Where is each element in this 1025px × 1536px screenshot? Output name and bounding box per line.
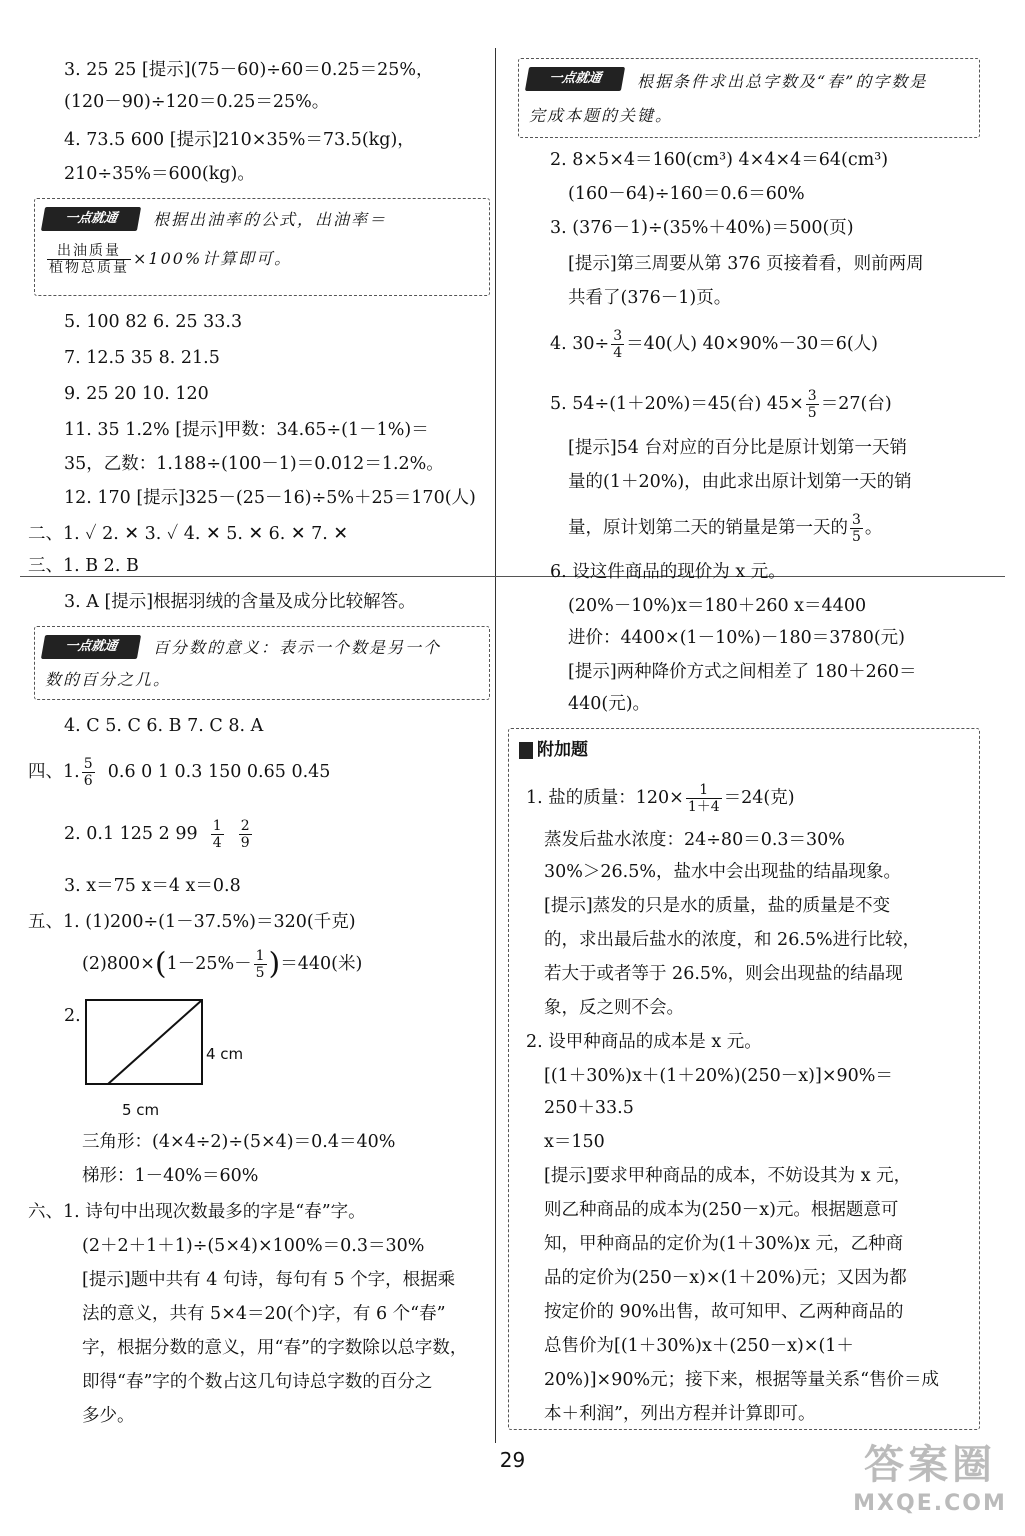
right-answer-2: 2. 8×5×4＝160(cm³) 4×4×4＝64(cm³): [550, 150, 889, 170]
bonus-icon: [519, 742, 533, 759]
bonus-answer-1: 1. 盐的质量：120× $\frac{1}{1+4}$ ＝24(克): [526, 782, 795, 815]
answer-11: 11. 35 1.2% [提示]甲数：34.65÷(1－1%)＝: [64, 420, 429, 440]
column-divider: [495, 48, 496, 1443]
bonus-answer-2-hint-3: 知，甲种商品的定价为(1＋30%)x 元，乙种商: [544, 1234, 904, 1254]
answer-3: 3. 25 25 [提示](75－60)÷60＝0.25＝25%，: [64, 60, 434, 80]
right-answer-5-hint-3: 量，原计划第二天的销量是第一天的 $\frac{3}{5}$ 。: [568, 512, 883, 545]
bonus-answer-1-conc: 蒸发后盐水浓度：24÷80＝0.3＝30%: [544, 830, 845, 850]
section-6-hint-3: 字，根据分数的意义，用“春”的字数除以总字数，: [82, 1338, 468, 1358]
bonus-answer-2-hint-7: 20%)]×90%元；接下来，根据等量关系“售价＝成: [544, 1370, 940, 1390]
tip-text-cont: 完成本题的关键。: [529, 106, 674, 125]
right-answer-4: 4. 30÷ $\frac{3}{4}$ ＝40(人) 40×90%－30＝6(人): [550, 328, 878, 361]
bonus-answer-1-hint: [提示]蒸发的只是水的质量，盐的质量是不变: [544, 896, 891, 916]
right-answer-5: 5. 54÷(1＋20%)＝45(台) 45× $\frac{3}{5}$ ＝27(台): [550, 388, 892, 421]
bonus-title: 附加题: [519, 735, 588, 760]
right-answer-6-cost: 进价：4400×(1－10%)－180＝3780(元): [568, 628, 905, 648]
section-6-hint-4: 即得“春”字的个数占这几句诗总字数的百分之: [82, 1372, 433, 1392]
section-6-hint: [提示]题中共有 4 句诗，每句有 5 个字，根据乘: [82, 1270, 456, 1290]
bonus-answer-2-result: x＝150: [544, 1132, 605, 1152]
section-2-answers: 二、1. ✓ 2. ✕ 3. ✓ 4. ✕ 5. ✕ 6. ✕ 7. ✕: [28, 524, 349, 544]
bonus-answer-2-eq-cont: 250＋33.5: [544, 1098, 634, 1118]
answer-7-8: 7. 12.5 35 8. 21.5: [64, 348, 220, 368]
section-3-answers: 三、1. B 2. B: [28, 556, 139, 576]
right-answer-6-hint: [提示]两种降价方式之间相差了 180＋260＝: [568, 662, 917, 682]
section-6-calc: (2＋2＋1＋1)÷(5×4)×100%＝0.3＝30%: [82, 1236, 425, 1256]
tip-text: 百分数的意义：表示一个数是另一个: [153, 638, 442, 657]
diagonal-line: [108, 1000, 202, 1084]
bonus-answer-2-eq: [(1＋30%)x＋(1＋20%)(250－x)]×90%＝: [544, 1066, 893, 1086]
bonus-answer-2-hint-8: 本＋利润”，列出方程并计算即可。: [544, 1404, 816, 1424]
bonus-answer-2-hint-6: 总售价为[(1＋30%)x＋(250－x)×(1＋: [544, 1336, 854, 1356]
answer-9-10: 9. 25 20 10. 120: [64, 384, 209, 404]
section-6-answer-1: 六、1. 诗句中出现次数最多的字是“春”字。: [28, 1202, 366, 1222]
tip-box-2: [34, 626, 490, 700]
watermark-logo: [842, 1440, 1018, 1532]
section-6-hint-2: 法的意义，共有 5×4＝20(个)字，有 6 个“春”: [82, 1304, 446, 1324]
right-answer-6-hint-cont: 440(元)。: [568, 694, 651, 714]
right-answer-6: 6. 设这件商品的现价为 x 元。: [550, 562, 786, 582]
bonus-answer-1-hint-3: 若大于或者等于 26.5%，则会出现盐的结晶现: [544, 964, 903, 984]
tip-box-1: [34, 198, 490, 296]
bonus-answer-2-hint-2: 则乙种商品的成本为(250－x)元。根据题意可: [544, 1200, 899, 1220]
watermark-top: 答案圈: [864, 1442, 996, 1488]
right-answer-3-hint-cont: 共看了(376－1)页。: [568, 288, 732, 308]
section-4-answer-2: 2. 0.1 125 2 99 $\frac{1}{4}$ $\frac{2}{9}$: [64, 818, 250, 851]
tip-text: 根据条件求出总字数及“春”的字数是: [637, 72, 928, 91]
triangle-answer: 三角形：(4×4÷2)÷(5×4)＝0.4＝40%: [82, 1132, 396, 1152]
section-4-answer-3: 3. x＝75 x＝4 x＝0.8: [64, 876, 241, 896]
watermark-bottom: MXQE.COM: [853, 1491, 1007, 1516]
tip-badge: 一点就通: [41, 207, 141, 231]
tip-text-cont: 数的百分之几。: [45, 670, 172, 689]
answer-12: 12. 170 [提示]325－(25－16)÷5%＋25＝170(人): [64, 488, 476, 508]
answer-4: 4. 73.5 600 [提示]210×35%＝73.5(kg)，: [64, 130, 415, 150]
tip-badge: 一点就通: [41, 635, 141, 659]
trapezoid-answer: 梯形：1－40%＝60%: [82, 1166, 259, 1186]
tip-badge: 一点就通: [525, 67, 625, 91]
right-answer-3: 3. (376－1)÷(35%＋40%)＝500(页): [550, 218, 854, 238]
page-number: 29: [499, 1448, 526, 1472]
tip-box-3: [518, 58, 980, 138]
section-5-answer-1: 五、1. (1)200÷(1－37.5%)＝320(千克): [28, 912, 356, 932]
right-answer-2-cont: (160－64)÷160＝0.6＝60%: [568, 184, 805, 204]
answer-5-6: 5. 100 82 6. 25 33.3: [64, 312, 243, 332]
bonus-answer-1-hint-4: 象，反之则不会。: [544, 998, 684, 1018]
fraction: $\frac{\text{出油质量}}{\text{植物总质量}}$: [49, 243, 129, 276]
rectangle: [86, 1000, 202, 1084]
right-answer-6-eq: (20%－10%)x＝180＋260 x＝4400: [568, 596, 867, 616]
answer-3-cont: (120－90)÷120＝0.25＝25%。: [64, 92, 330, 112]
right-answer-3-hint: [提示]第三周要从第 376 页接着看，则前两周: [568, 254, 924, 274]
bonus-answer-1-hint-2: 的，求出最后盐水的浓度，和 26.5%进行比较，: [544, 930, 921, 950]
bonus-answer-1-compare: 30%＞26.5%，盐水中会出现盐的结晶现象。: [544, 862, 901, 882]
tip-formula: $\frac{\text{出油质量}}{\text{植物总质量}}$ ×100%计算即可。: [49, 243, 293, 276]
section-5-answer-1-2: (2)800×(1－25%－ $\frac{1}{5}$ )＝440(米): [82, 946, 363, 982]
height-label: 4 cm: [206, 1045, 244, 1063]
section-6-hint-5: 多少。: [82, 1406, 135, 1426]
bonus-answer-2-hint: [提示]要求甲种商品的成本，不妨设其为 x 元，: [544, 1166, 912, 1186]
bonus-answer-2-hint-4: 品的定价为(250－x)×(1＋20%)元；又因为都: [544, 1268, 907, 1288]
answer-3-a: 3. A [提示]根据羽绒的含量及成分比较解答。: [64, 592, 416, 612]
bonus-answer-2: 2. 设甲种商品的成本是 x 元。: [526, 1032, 762, 1052]
section-4-answer-1: 四、1. $\frac{5}{6}$ 0.6 0 1 0.3 150 0.65 0.45: [28, 756, 331, 789]
width-label: 5 cm: [122, 1101, 160, 1119]
answers-4-8: 4. C 5. C 6. B 7. C 8. A: [64, 716, 264, 736]
right-answer-5-hint-2: 量的(1＋20%)，由此求出原计划第一天的销: [568, 472, 912, 492]
answer-4-cont: 210÷35%＝600(kg)。: [64, 164, 255, 184]
right-answer-5-hint: [提示]54 台对应的百分比是原计划第一天销: [568, 438, 907, 458]
tip-text: 根据出油率的公式，出油率＝: [153, 210, 388, 229]
fold-line: [20, 576, 1005, 577]
section-5-answer-2-label: 2.: [64, 1006, 81, 1026]
bonus-answer-2-hint-5: 按定价的 90%出售，故可知甲、乙两种商品的: [544, 1302, 904, 1322]
answer-11-cont: 35，乙数：1.188÷(100－1)＝0.012＝1.2%。: [64, 454, 444, 474]
